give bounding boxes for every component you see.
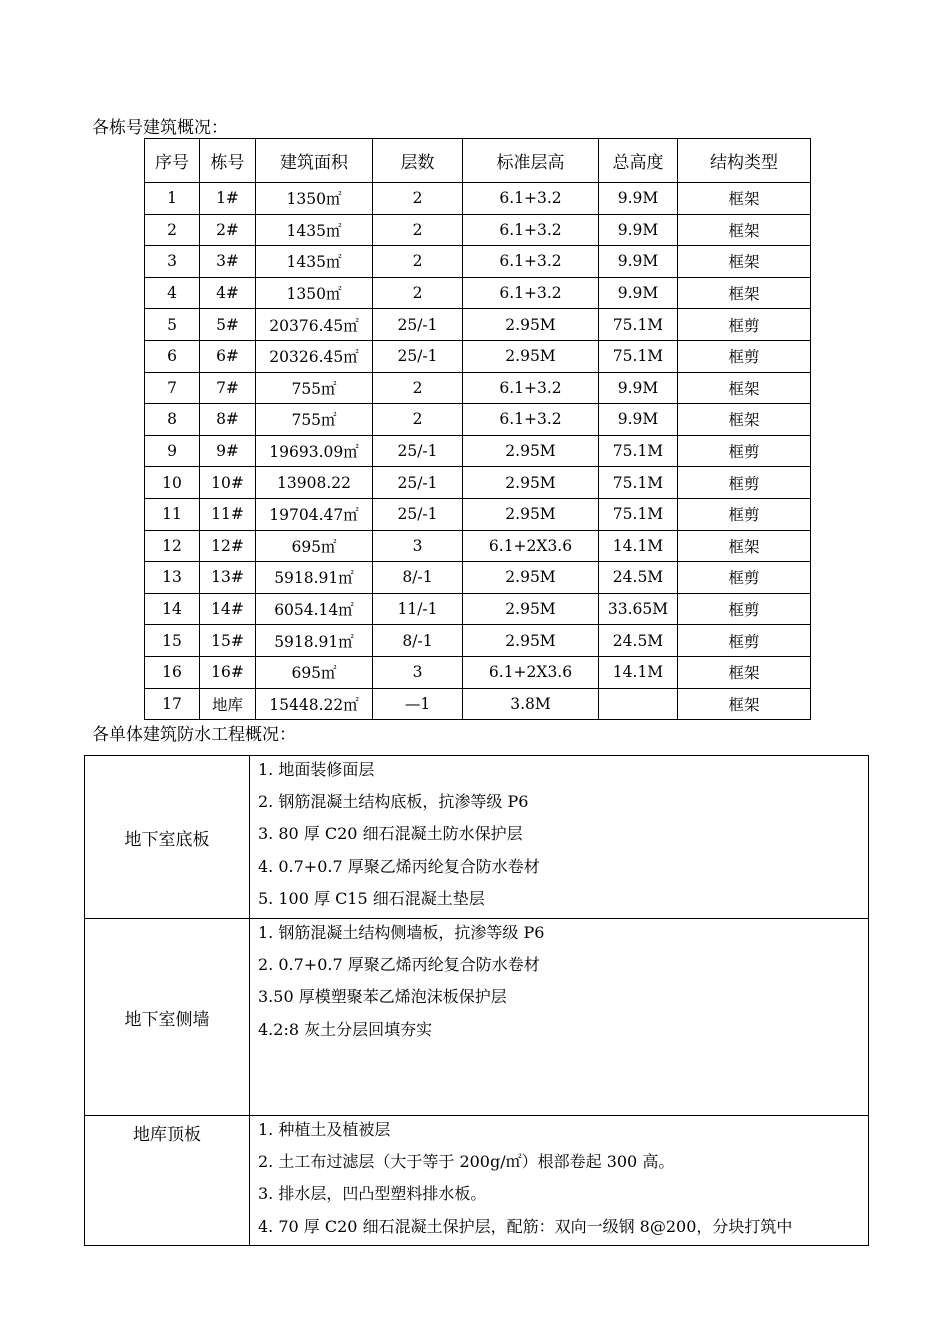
cell-index: 8 — [145, 404, 200, 436]
cell-structure-type: 框剪 — [678, 625, 811, 657]
cell-standard-floor-height: 6.1+3.2 — [463, 404, 599, 436]
cell-standard-floor-height: 2.95M — [463, 467, 599, 499]
cell-total-height: 75.1M — [599, 498, 678, 530]
cell-building-no: 6# — [200, 340, 256, 372]
cell-total-height: 14.1M — [599, 530, 678, 562]
cell-storeys: 8/-1 — [373, 562, 463, 594]
header-floor-area: 建筑面积 — [256, 139, 373, 183]
cell-building-no: 10# — [200, 467, 256, 499]
cell-building-no: 2# — [200, 214, 256, 246]
cell-building-no: 1# — [200, 183, 256, 215]
cell-index: 9 — [145, 435, 200, 467]
cell-floor-area: 19704.47㎡ — [256, 498, 373, 530]
table-row — [145, 214, 811, 246]
cell-total-height: 9.9M — [599, 404, 678, 436]
cell-standard-floor-height: 6.1+3.2 — [463, 246, 599, 278]
cell-storeys: 3 — [373, 656, 463, 688]
cell-index: 17 — [145, 688, 200, 720]
table-row — [145, 340, 811, 372]
cell-floor-area: 755㎡ — [256, 404, 373, 436]
cell-building-no: 7# — [200, 372, 256, 404]
layer-item: 4. 0.7+0.7 厚聚乙烯丙纶复合防水卷材 — [258, 856, 540, 876]
cell-standard-floor-height: 6.1+3.2 — [463, 277, 599, 309]
cell-storeys: 11/-1 — [373, 593, 463, 625]
cell-standard-floor-height: 6.1+3.2 — [463, 214, 599, 246]
layer-item: 4. 70 厚 C20 细石混凝土保护层，配筋：双向一级钢 8@200，分块打筑中 — [258, 1216, 793, 1236]
cell-total-height: 75.1M — [599, 309, 678, 341]
waterproof-row-garage-roof — [85, 1116, 869, 1246]
cell-storeys: 25/-1 — [373, 467, 463, 499]
cell-total-height: 14.1M — [599, 656, 678, 688]
cell-structure-type: 框剪 — [678, 435, 811, 467]
layer-item: 1. 种植土及植被层 — [258, 1120, 391, 1139]
cell-building-no: 地库 — [200, 688, 256, 720]
layer-item: 5. 100 厚 C15 细石混凝土垫层 — [258, 888, 485, 908]
cell-storeys: 25/-1 — [373, 309, 463, 341]
table-row — [145, 656, 811, 688]
cell-index: 13 — [145, 562, 200, 594]
cell-floor-area: 1350㎡ — [256, 183, 373, 215]
layer-item: 3. 80 厚 C20 细石混凝土防水保护层 — [258, 824, 523, 844]
waterproof-row-basement-floor — [85, 756, 869, 919]
table-header-row — [145, 139, 811, 183]
cell-structure-type: 框架 — [678, 688, 811, 720]
cell-structure-type: 框架 — [678, 372, 811, 404]
cell-building-no: 4# — [200, 277, 256, 309]
layer-item: 2. 土工布过滤层（大于等于 200g/㎡）根部卷起 300 高。 — [258, 1152, 675, 1172]
table-row — [145, 530, 811, 562]
table-row — [145, 404, 811, 436]
table-row — [145, 625, 811, 657]
cell-total-height: 75.1M — [599, 435, 678, 467]
cell-structure-type: 框架 — [678, 404, 811, 436]
cell-total-height: 24.5M — [599, 625, 678, 657]
cell-floor-area: 5918.91㎡ — [256, 562, 373, 594]
cell-index: 2 — [145, 214, 200, 246]
cell-total-height — [599, 688, 678, 720]
cell-floor-area: 1350㎡ — [256, 277, 373, 309]
cell-standard-floor-height: 6.1+2X3.6 — [463, 656, 599, 688]
cell-index: 11 — [145, 498, 200, 530]
cell-floor-area: 20326.45㎡ — [256, 340, 373, 372]
layer-list — [250, 1116, 869, 1246]
cell-standard-floor-height: 2.95M — [463, 309, 599, 341]
cell-structure-type: 框架 — [678, 656, 811, 688]
cell-storeys: 2 — [373, 246, 463, 278]
cell-standard-floor-height: 2.95M — [463, 435, 599, 467]
cell-total-height: 24.5M — [599, 562, 678, 594]
cell-building-no: 9# — [200, 435, 256, 467]
cell-index: 4 — [145, 277, 200, 309]
cell-total-height: 33.65M — [599, 593, 678, 625]
cell-storeys: 25/-1 — [373, 340, 463, 372]
layer-item: 2. 钢筋混凝土结构底板，抗渗等级 P6 — [258, 792, 529, 812]
cell-index: 6 — [145, 340, 200, 372]
cell-structure-type: 框剪 — [678, 562, 811, 594]
header-standard-floor-height: 标准层高 — [463, 139, 599, 183]
cell-building-no: 8# — [200, 404, 256, 436]
cell-floor-area: 695㎡ — [256, 530, 373, 562]
cell-standard-floor-height: 2.95M — [463, 625, 599, 657]
cell-standard-floor-height: 2.95M — [463, 498, 599, 530]
cell-floor-area: 15448.22㎡ — [256, 688, 373, 720]
table-row — [145, 498, 811, 530]
cell-storeys: 2 — [373, 214, 463, 246]
cell-building-no: 16# — [200, 656, 256, 688]
header-storeys: 层数 — [373, 139, 463, 183]
cell-floor-area: 6054.14㎡ — [256, 593, 373, 625]
header-structure-type: 结构类型 — [678, 139, 811, 183]
layer-item: 3. 排水层，凹凸型塑料排水板。 — [258, 1184, 487, 1204]
table-row — [145, 562, 811, 594]
cell-building-no: 14# — [200, 593, 256, 625]
cell-index: 15 — [145, 625, 200, 657]
cell-standard-floor-height: 2.95M — [463, 340, 599, 372]
cell-structure-type: 框架 — [678, 246, 811, 278]
cell-storeys: 3 — [373, 530, 463, 562]
cell-building-no: 13# — [200, 562, 256, 594]
cell-building-no: 11# — [200, 498, 256, 530]
cell-storeys: —1 — [373, 688, 463, 720]
row-label: 地下室底板 — [85, 756, 250, 919]
cell-structure-type: 框剪 — [678, 467, 811, 499]
cell-index: 5 — [145, 309, 200, 341]
cell-building-no: 5# — [200, 309, 256, 341]
cell-index: 14 — [145, 593, 200, 625]
cell-index: 3 — [145, 246, 200, 278]
cell-total-height: 9.9M — [599, 214, 678, 246]
layer-item: 3.50 厚模塑聚苯乙烯泡沫板保护层 — [258, 987, 507, 1007]
cell-floor-area: 1435㎡ — [256, 246, 373, 278]
cell-index: 7 — [145, 372, 200, 404]
cell-standard-floor-height: 6.1+3.2 — [463, 372, 599, 404]
cell-structure-type: 框剪 — [678, 593, 811, 625]
table-row — [145, 277, 811, 309]
cell-total-height: 75.1M — [599, 467, 678, 499]
header-index: 序号 — [145, 139, 200, 183]
cell-index: 16 — [145, 656, 200, 688]
cell-structure-type: 框剪 — [678, 498, 811, 530]
cell-total-height: 75.1M — [599, 340, 678, 372]
header-total-height: 总高度 — [599, 139, 678, 183]
cell-structure-type: 框架 — [678, 530, 811, 562]
building-overview-table — [144, 138, 811, 720]
cell-index: 10 — [145, 467, 200, 499]
cell-floor-area: 20376.45㎡ — [256, 309, 373, 341]
layer-item: 4.2:8 灰土分层回填夯实 — [258, 1019, 433, 1039]
cell-standard-floor-height: 2.95M — [463, 593, 599, 625]
cell-storeys: 8/-1 — [373, 625, 463, 657]
waterproof-row-basement-wall — [85, 919, 869, 1116]
cell-index: 12 — [145, 530, 200, 562]
section-title-waterproofing: 各单体建筑防水工程概况： — [92, 725, 296, 745]
table-row — [145, 435, 811, 467]
table-row — [145, 309, 811, 341]
layer-item: 1. 地面装修面层 — [258, 760, 375, 779]
table-row — [145, 467, 811, 499]
layer-item: 2. 0.7+0.7 厚聚乙烯丙纶复合防水卷材 — [258, 955, 540, 975]
cell-storeys: 2 — [373, 404, 463, 436]
waterproofing-table — [84, 755, 869, 1246]
header-building-no: 栋号 — [200, 139, 256, 183]
cell-index: 1 — [145, 183, 200, 215]
cell-total-height: 9.9M — [599, 183, 678, 215]
cell-floor-area: 755㎡ — [256, 372, 373, 404]
cell-structure-type: 框架 — [678, 277, 811, 309]
cell-structure-type: 框架 — [678, 183, 811, 215]
layer-list — [250, 756, 869, 919]
cell-floor-area: 13908.22 — [256, 467, 373, 499]
cell-total-height: 9.9M — [599, 372, 678, 404]
cell-building-no: 3# — [200, 246, 256, 278]
layer-list — [250, 919, 869, 1116]
row-label: 地下室侧墙 — [85, 919, 250, 1116]
table-row — [145, 246, 811, 278]
cell-standard-floor-height: 6.1+3.2 — [463, 183, 599, 215]
table-row — [145, 183, 811, 215]
table-row — [145, 688, 811, 720]
cell-building-no: 12# — [200, 530, 256, 562]
cell-storeys: 2 — [373, 277, 463, 309]
cell-total-height: 9.9M — [599, 246, 678, 278]
section-title-building-overview: 各栋号建筑概况： — [92, 118, 228, 138]
cell-storeys: 25/-1 — [373, 435, 463, 467]
row-label: 地库顶板 — [85, 1116, 250, 1246]
cell-floor-area: 5918.91㎡ — [256, 625, 373, 657]
cell-total-height: 9.9M — [599, 277, 678, 309]
cell-storeys: 2 — [373, 183, 463, 215]
cell-structure-type: 框剪 — [678, 309, 811, 341]
cell-structure-type: 框架 — [678, 214, 811, 246]
cell-standard-floor-height: 2.95M — [463, 562, 599, 594]
cell-floor-area: 19693.09㎡ — [256, 435, 373, 467]
cell-storeys: 2 — [373, 372, 463, 404]
layer-item: 1. 钢筋混凝土结构侧墙板，抗渗等级 P6 — [258, 923, 545, 942]
cell-storeys: 25/-1 — [373, 498, 463, 530]
cell-structure-type: 框剪 — [678, 340, 811, 372]
table-row — [145, 372, 811, 404]
cell-standard-floor-height: 6.1+2X3.6 — [463, 530, 599, 562]
cell-floor-area: 695㎡ — [256, 656, 373, 688]
cell-floor-area: 1435㎡ — [256, 214, 373, 246]
cell-building-no: 15# — [200, 625, 256, 657]
table-row — [145, 593, 811, 625]
cell-standard-floor-height: 3.8M — [463, 688, 599, 720]
